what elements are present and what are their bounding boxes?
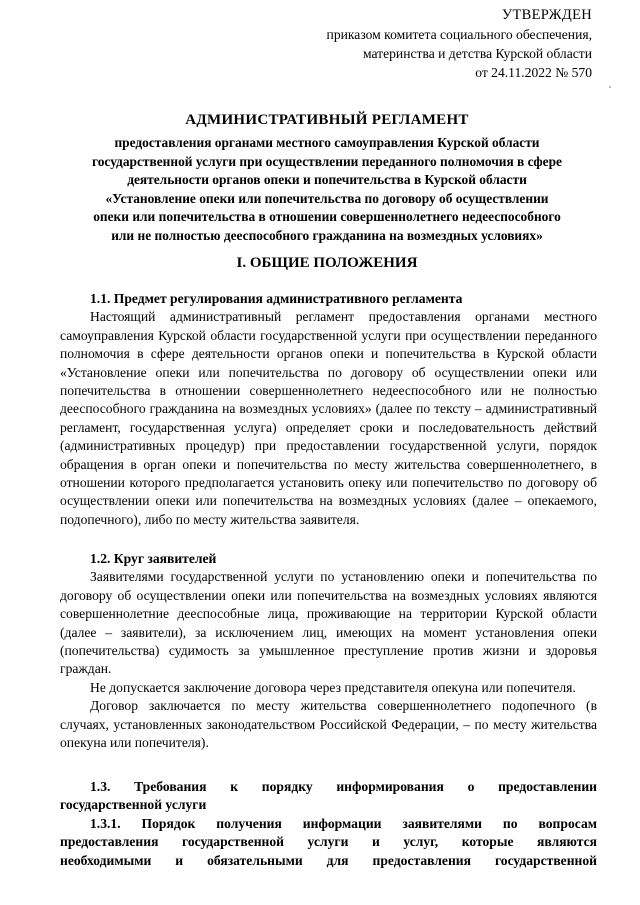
paragraph-line: 1.3.1. Порядок получения информации заявителями по вопросам (90, 815, 597, 831)
approval-date: от 24.11.2022 № 570 (475, 65, 592, 80)
approval-line: приказом комитета социального обеспечения, (326, 27, 592, 42)
section-1-2 (60, 550, 597, 752)
document-subtitle (56, 134, 598, 245)
subtitle-line: государственной услуги при осуществлении переданного полномочия в сфере (91, 153, 563, 169)
paragraph-line: необходимыми и обязательными для предоставления государственной (60, 852, 597, 868)
document-title: АДМИНИСТРАТИВНЫЙ РЕГЛАМЕНТ (185, 112, 469, 128)
subsection-heading: 1.3. Требования к порядку информирования о предоставлении (90, 779, 597, 794)
approval-stamp (327, 6, 592, 82)
section-1-1 (60, 290, 597, 529)
paragraph-line: предоставления государственной услуги и услуг, которые являются (60, 834, 597, 850)
subsection-heading: 1.2. Круг заявителей (90, 551, 217, 566)
subtitle-line: или не полностью дееспособного гражданина на возмездных условиях» (111, 227, 543, 243)
paragraph: Настоящий административный регламент предоставления органами местного самоуправления Курской области государственной услуги при осуществлении переданного полномочия в сфере деятельности органов опеки и попечительства в Курской области «Установление опеки или попечительства по договору об осуществлении опеки или попечительства в отношении совершеннолетнего недееспособного или не полностью дееспособного гражданина на возмездных условиях» (далее по тексту – административный регламент, государственная услуга) определяет сроки и последовательность действий (административных процедур) при предоставлении государственной услуги, порядок обращения в орган опеки и попечительства по месту жительства совершеннолетнего, в отношении которого предполагается установить опеку или попечительство по договору об осуществлении опеки или попечительства на возмездных условиях (далее – опекаемого, подопечного), либо по месту жительства заявителя. (60, 309, 597, 527)
paragraph: Не допускается заключение договора через представителя опекуна или попечителя. (90, 679, 576, 695)
approval-line: материнства и детства Курской области (362, 46, 592, 61)
subtitle-line: предоставления органами местного самоуправления Курской области (114, 135, 540, 150)
subsection-heading-cont: государственной услуги (60, 797, 207, 813)
section-heading: I. ОБЩИЕ ПОЛОЖЕНИЯ (236, 255, 418, 271)
subtitle-line: опеки или попечительства в отношении совершеннолетнего недееспособного (93, 209, 561, 224)
subtitle-line: «Установление опеки или попечительства по договору об осуществлении (105, 190, 549, 206)
paragraph: Договор заключается по месту жительства совершеннолетнего подопечного (в случаях, установленных законодательством Российской Федерации, – по месту жительства опекуна или попечителя). (60, 698, 597, 751)
subtitle-line: деятельности органов опеки и попечительства в Курской области (127, 172, 527, 187)
subsection-heading: 1.1. Предмет регулирования административного регламента (90, 291, 463, 306)
scan-speck (609, 86, 611, 88)
paragraph: Заявителями государственной услуги по установлению опеки и попечительства по договору об осуществлении опеки или попечительства на возмездных условиях являются совершеннолетние дееспособные лица, проживающие на территории Курской области (далее – заявители), за исключением лиц, имеющих на момент установления опеки (попечительства) судимость за умышленное преступление против жизни и здоровья граждан. (60, 569, 597, 677)
approval-heading: УТВЕРЖДЕН (501, 7, 592, 23)
section-1-3 (60, 778, 597, 870)
